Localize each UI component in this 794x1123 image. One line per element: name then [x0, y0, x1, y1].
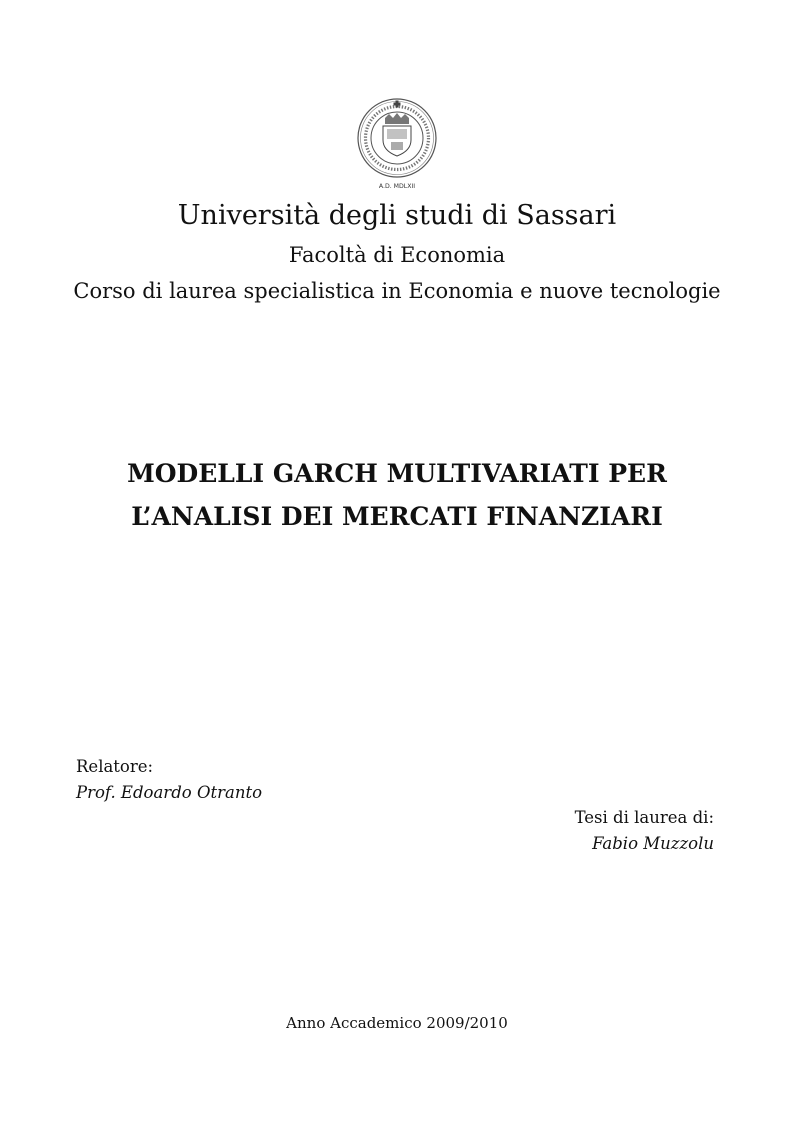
- university-seal: [347, 96, 447, 192]
- faculty-name: Facoltà di Economia: [288, 243, 506, 267]
- course-name: Corso di laurea specialistica in Economia e nuove tecnologie: [73, 279, 721, 303]
- university-seal-icon: [347, 96, 447, 192]
- university-name: Università degli studi di Sassari: [177, 200, 617, 231]
- thesis-title-line-2: L’ANALISI DEI MERCATI FINANZIARI: [131, 502, 663, 531]
- supervisor-label: Relatore:: [76, 757, 154, 776]
- thesis-title-line-1: MODELLI GARCH MULTIVARIATI PER: [127, 459, 667, 488]
- academic-year: Anno Accademico 2009/2010: [286, 1014, 508, 1032]
- author-label: Tesi di laurea di:: [574, 808, 714, 827]
- thesis-title: [0, 452, 794, 538]
- supervisor-name: Prof. Edoardo Otranto: [76, 783, 263, 802]
- author-name: Fabio Muzzolu: [592, 834, 714, 853]
- seal-caption: A.D. MDLXII: [378, 183, 416, 190]
